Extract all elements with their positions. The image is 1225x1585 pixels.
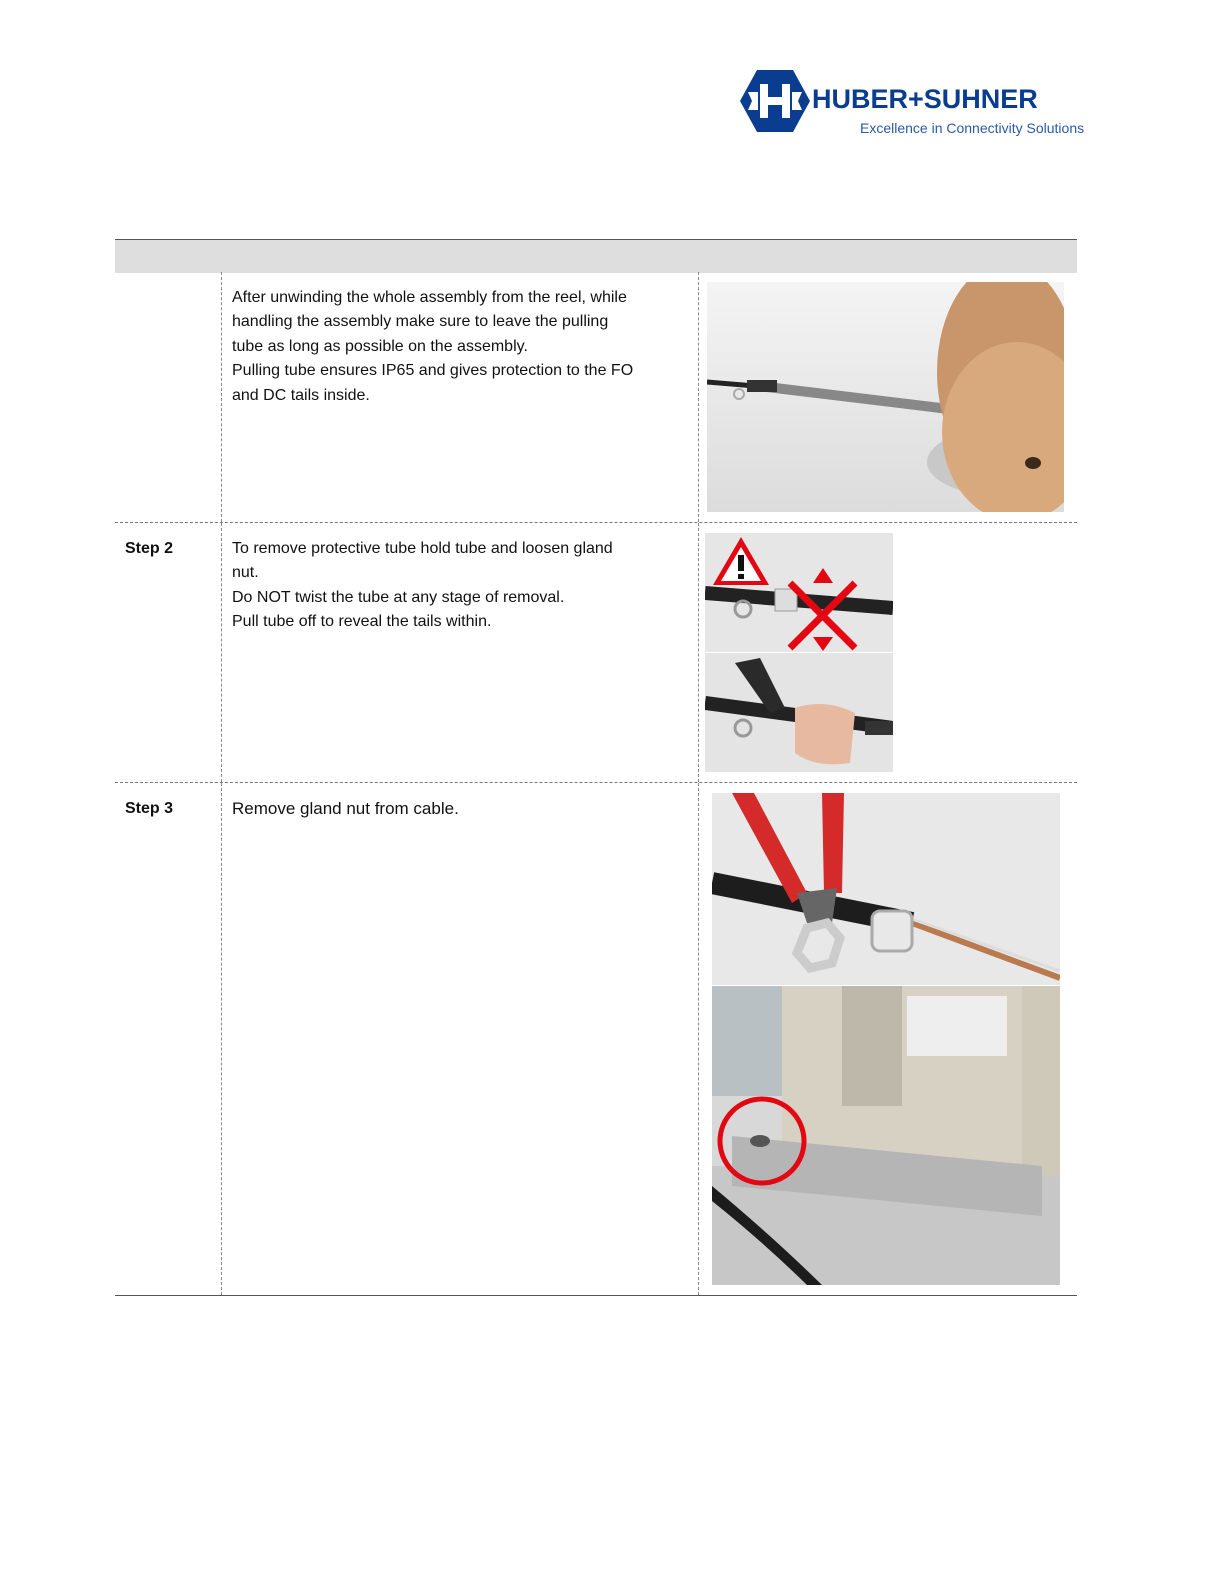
step-instructions	[232, 286, 690, 408]
step-text-cell	[221, 783, 699, 1295]
row-divider	[115, 1295, 1077, 1296]
pliers-gland-nut-illustration	[712, 793, 1060, 985]
instruction-line: Remove gland nut from cable.	[232, 799, 459, 818]
no-twist-warning-illustration	[705, 533, 893, 652]
instruction-line: Pulling tube ensures IP65 and gives protection to the FO	[232, 362, 634, 380]
step-text-cell	[221, 272, 699, 522]
step-row-1	[115, 272, 1077, 522]
step-image-cell	[697, 272, 1077, 522]
instruction-line: and DC tails inside.	[232, 386, 370, 404]
step-label-cell	[115, 783, 221, 1295]
step-instructions	[232, 537, 690, 635]
step-row-3	[115, 783, 1077, 1295]
instruction-line: tube as long as possible on the assembly.	[232, 337, 528, 355]
instruction-line: Pull tube off to reveal the tails within.	[232, 613, 492, 631]
cable-reel-illustration	[707, 282, 1064, 512]
logo-hex-icon	[740, 70, 810, 132]
brand-tagline: Excellence in Connectivity Solutions	[860, 120, 1085, 136]
brand-name: HUBER+SUHNER	[812, 84, 1038, 114]
step-label: Step 2	[125, 540, 174, 557]
step-image-cell	[697, 783, 1077, 1295]
step-label: Step 3	[125, 800, 174, 817]
step-row-2	[115, 523, 1077, 782]
instruction-line: handling the assembly make sure to leave the pulling	[232, 313, 609, 331]
cabinet-gland-location-illustration	[712, 986, 1060, 1285]
instruction-line: To remove protective tube hold tube and loosen gland	[232, 540, 613, 557]
step-image-cell	[697, 523, 1077, 782]
step-label-cell	[115, 523, 221, 782]
instruction-line: nut.	[232, 564, 259, 582]
step-text-cell	[221, 523, 699, 782]
company-logo	[740, 66, 1085, 138]
step-instructions	[232, 797, 690, 821]
step-label-cell	[115, 272, 221, 522]
instruction-line: Do NOT twist the tube at any stage of removal.	[232, 588, 565, 606]
instruction-line: After unwinding the whole assembly from the reel, while	[232, 289, 627, 306]
loosen-gland-illustration	[705, 653, 893, 772]
table-header-bar	[115, 239, 1077, 273]
